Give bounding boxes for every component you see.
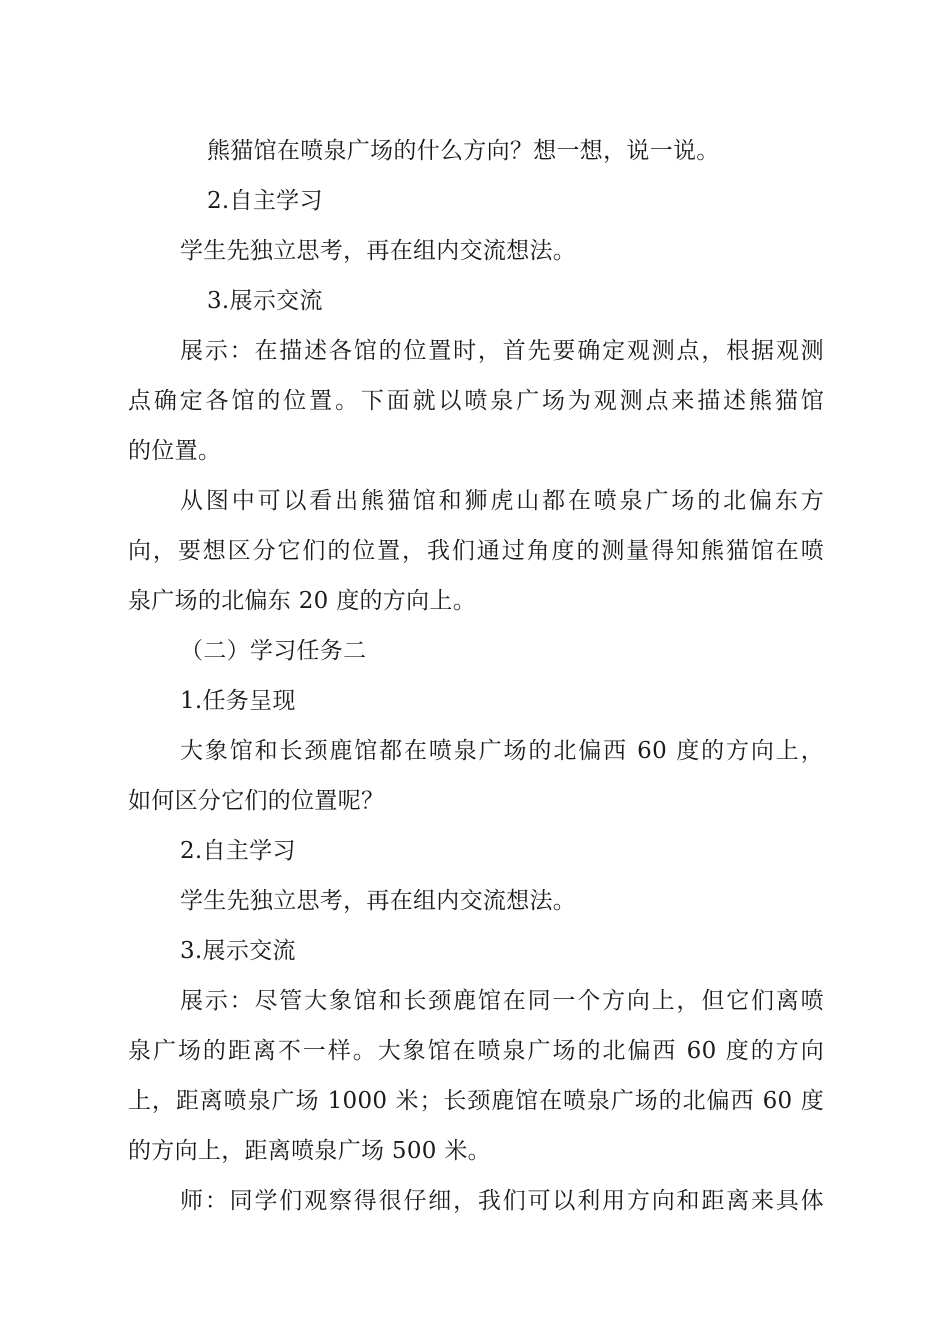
paragraph-line: 展示：尽管大象馆和长颈鹿馆在同一个方向上，但它们离喷 — [180, 988, 824, 1014]
section-heading: 2.自主学习 — [180, 838, 296, 864]
question-line: 熊猫馆在喷泉广场的什么方向？想一想，说一说。 — [207, 138, 720, 164]
section-heading: 2.自主学习 — [207, 188, 323, 214]
paragraph-line: 的方向上，距离喷泉广场 500 米。 — [128, 1138, 491, 1164]
paragraph-line: 师：同学们观察得很仔细，我们可以利用方向和距离来具体 — [180, 1188, 824, 1214]
paragraph-line: 泉广场的距离不一样。大象馆在喷泉广场的北偏西 60 度的方向 — [128, 1038, 824, 1064]
paragraph-line: 大象馆和长颈鹿馆都在喷泉广场的北偏西 60 度的方向上， — [180, 738, 824, 764]
paragraph-line: 上，距离喷泉广场 1000 米；长颈鹿馆在喷泉广场的北偏西 60 度 — [128, 1088, 824, 1114]
section-heading: 1.任务呈现 — [180, 688, 296, 714]
section-heading: （二）学习任务二 — [180, 638, 367, 664]
paragraph-line: 学生先独立思考，再在组内交流想法。 — [180, 888, 577, 914]
paragraph-line: 学生先独立思考，再在组内交流想法。 — [180, 238, 577, 264]
section-heading: 3.展示交流 — [180, 938, 296, 964]
paragraph-line: 泉广场的北偏东 20 度的方向上。 — [128, 588, 476, 614]
paragraph-line: 点确定各馆的位置。下面就以喷泉广场为观测点来描述熊猫馆 — [128, 388, 824, 414]
paragraph-line: 向，要想区分它们的位置，我们通过角度的测量得知熊猫馆在喷 — [128, 538, 824, 564]
paragraph-line: 的位置。 — [128, 438, 222, 464]
paragraph-line: 如何区分它们的位置呢？ — [128, 788, 385, 814]
paragraph-line: 展示：在描述各馆的位置时，首先要确定观测点，根据观测 — [180, 338, 824, 364]
section-heading: 3.展示交流 — [207, 288, 323, 314]
paragraph-line: 从图中可以看出熊猫馆和狮虎山都在喷泉广场的北偏东方 — [180, 488, 824, 514]
